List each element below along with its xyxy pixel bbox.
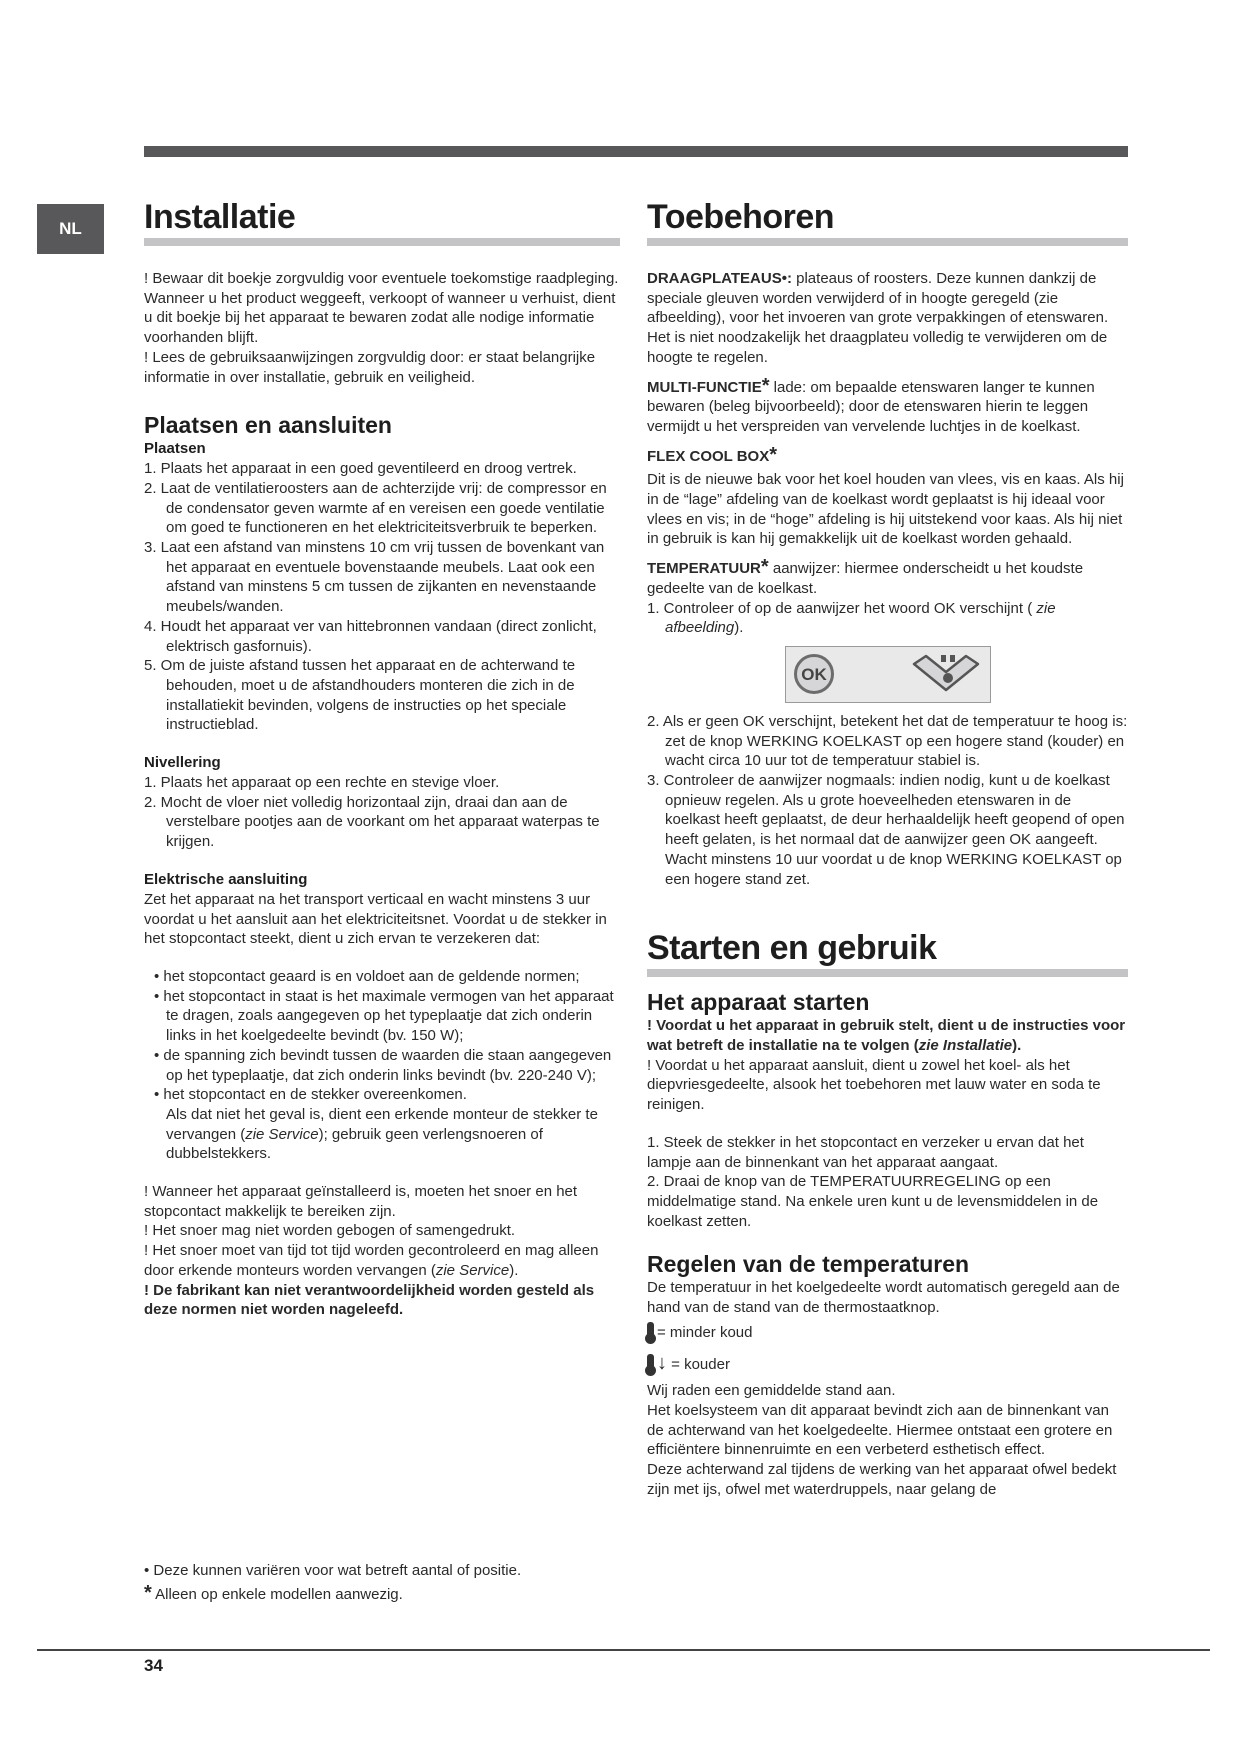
bullet-followup: Als dat niet het geval is, dient een erkende monteur de stekker te vervangen (zie Service); gebruik geen verlengsnoeren of dubbelstekkers. [166,1105,598,1163]
figure-reference: zie afbeelding [665,599,1056,637]
advice-text: Wij raden een gemiddelde stand aan. [647,1382,896,1400]
section-placing-title: Plaatsen en aansluiten [144,412,392,439]
shelves-paragraph: DRAAGPLATEAUS•: plateaus of roosters. Deze kunnen dankzij de speciale gleuven worden verwijderd of in hoogte geregeld (zie afbeelding), voor het invoeren van grote verpakkingen of etenswaren. Het is niet noodzakelijk het draagplateu volledig te verwijderen om de hoogte te regelen. [647,270,1109,366]
system-text: Het koelsysteem van dit apparaat bevindt zich aan de binnenkant van de achterwand van het koelgedeelte. Hiermee ontstaat een grotere en efficiëntere binnenruimte en een verbeterd esthetisch effect. [647,1401,1113,1459]
electrical-text: Zet het apparaat na het transport verticaal en wacht minstens 3 uur voordat u het aansluit aan het elektriciteitsnet. Voordat u de stekker in het stopcontact steekt, dient u zich ervan te verzekeren dat: [144,890,607,948]
footnote-star: * Alleen op enkele modellen aanwezig. [144,1582,403,1604]
placing-list [144,459,620,735]
installation-title: Installatie [144,198,296,236]
temperature-indicator-paragraph: TEMPERATUUR* aanwijzer: hiermee onderscheidt u het koudste gedeelte van de koelkast. [647,556,1084,597]
warning-2: ! Het snoer mag niet worden gebogen of samengedrukt. [144,1222,516,1240]
title-underline [647,238,1128,246]
start-use-title: Starten en gebruik [647,929,937,968]
leveling-list [144,773,620,852]
service-reference: zie Service [245,1125,319,1143]
intro-paragraph-2: ! Lees de gebruiksaanwijzingen zorgvuldig door: er staat belangrijke informatie in over installatie, gebruik en veiligheid. [144,348,596,386]
page-number: 34 [144,1656,163,1675]
thermometer-icon [647,1322,654,1340]
start-cleaning-text: ! Voordat u het apparaat aansluit, dient u zowel het koel- als het diepvriesgedeelte, alsook het toebehoren met lauw water en soda te reinigen. [647,1056,1101,1114]
less-cold-legend: = minder koud [647,1322,1128,1343]
warning-4: ! De fabrikant kan niet verantwoordelijkheid worden gesteld als deze normen niet worden nageleefd. [144,1281,595,1319]
back-wall-text: Deze achterwand zal tijdens de werking van het apparaat ofwel bedekt zijn met ijs, ofwel met waterdruppels, naar gelang de [647,1460,1117,1498]
sub-leveling: Nivellering [144,754,221,772]
installation-column [144,196,620,1320]
sub-start-appliance: Het apparaat starten [647,989,870,1016]
list-item: • het stopcontact in staat is het maximale vermogen van het apparaat te dragen, zoals aangegeven op het typeplaatje dat zich onderin links in het koelgedeelte bevindt (bv. 150 W); [154,987,614,1045]
thermometer-icon [647,1354,654,1372]
intro-paragraph-1: ! Bewaar dit boekje zorgvuldig voor eventuele toekomstige raadpleging. Wanneer u het product weggeeft, verkoopt of wanneer u verhuist, dient u dit boekje bij het apparaat te bewaren zodat alle nodige informatie voorhanden blijft. [144,270,619,347]
sub-electrical: Elektrische aansluiting [144,870,308,888]
sub-placing: Plaatsen [144,440,206,458]
list-item: 1. Plaats het apparaat op een rechte en stevige vloer. [144,774,500,792]
start-step-1: 1. Steek de stekker in het stopcontact en verzeker u ervan dat het lampje aan de binnenkant van het apparaat aangaat. [647,1133,1084,1171]
list-item: 2. Mocht de vloer niet volledig horizontaal zijn, draai dan aan de verstelbare pootjes aan de voorkant om het apparaat waterpas te krijgen. [144,793,600,851]
temp-step-1: 1. Controleer of op de aanwijzer het woord OK verschijnt ( zie afbeelding). [647,599,1056,637]
accessories-column [647,196,1128,1499]
footnote-bullet: • Deze kunnen variëren voor wat betreft aantal of positie. [144,1562,522,1579]
list-item: 1. Plaats het apparaat in een goed geventileerd en droog vertrek. [144,460,577,478]
list-item: • het stopcontact en de stekker overeenkomen. [154,1086,467,1104]
list-item: • de spanning zich bevindt tussen de waarden die staan aangegeven op het typeplaatje, dat zich onderin links bevindt (bv. 220-240 V); [154,1046,612,1084]
title-underline [647,969,1128,977]
flex-cool-box-heading: FLEX COOL BOX* [647,443,778,466]
temp-step-3: 3. Controleer de aanwijzer nogmaals: indien nodig, kunt u de koelkast opnieuw regelen. Als u grote hoeveelheden etenswaren in de koelkast heeft geplaatst, de deur herhaaldelijk heeft geopend of open heeft gelaten, is het normaal dat de aanwijzer geen OK aangeeft. Wacht minstens 10 uur voordat u de knop WERKING KOELKAST op een hogere stand zet. [647,772,1125,888]
list-item: • het stopcontact geaard is en voldoet aan de geldende normen; [154,967,580,985]
accessories-title: Toebehoren [647,198,835,236]
temperature-indicator-figure [785,646,991,703]
warning-1: ! Wanneer het apparaat geïnstalleerd is, moeten het snoer en het stopcontact makkelijk te bereiken zijn. [144,1183,578,1220]
multi-function-paragraph: MULTI-FUNCTIE* lade: om bepaalde etenswaren langer te kunnen bewaren (beleg bijvoorbeeld); door de etenswaren hierin te leggen vermijdt u het verspreiden van vervelende luchtjes in de koelkast. [647,374,1095,435]
colder-legend: ↓ = kouder [647,1354,1128,1375]
snowflake-drop-icon [910,650,982,698]
list-item: 4. Houdt het apparaat ver van hittebronnen vandaan (direct zonlicht, elektrisch gasfornuis). [144,617,597,655]
electrical-bullets [144,967,620,1105]
list-item: 3. Laat een afstand van minstens 10 cm vrij tussen de bovenkant van het apparaat en eventuele bovenstaande meubels. Laat ook een afstand van minstens 5 cm tussen de zijkanten en nevenstaande meubels/wanden. [144,539,605,616]
top-header-bar [144,146,1128,157]
list-item: 5. Om de juiste afstand tussen het apparaat en de achterwand te behouden, moet u de afstandhouders monteren die zich in de installatiekit bevinden, volgens de instructies op het speciale instructieblad. [144,657,576,734]
temp-step-2: 2. Als er geen OK verschijnt, betekent het dat de temperatuur te hoog is: zet de knop WERKING KOELKAST op een hogere stand (kouder) en wacht circa 10 uur tot de temperatuur stabiel is. [647,712,1128,770]
sub-temperature-regulation: Regelen van de temperaturen [647,1251,970,1278]
installation-reference: zie Installatie [918,1036,1013,1054]
footnotes [144,1559,620,1606]
down-arrow-icon: ↓ [657,1352,667,1375]
title-underline [144,238,620,246]
flex-cool-box-text: Dit is de nieuwe bak voor het koel houden van vlees, vis en kaas. Als hij in de “lage” afdeling van de koelkast wordt geplaatst is hij ideaal voor vlees en vis; in de “hoge” afdeling is hij uitstekend voor kaas. Als hij niet in gebruik is kan hij gemakkelijk uit de koelkast worden gehaald. [647,471,1124,548]
footer-rule [37,1649,1210,1651]
ok-indicator-icon: OK [794,654,834,694]
warning-3: ! Het snoer moet van tijd tot tijd worden gecontroleerd en mag alleen door erkende monteurs worden vervangen (zie Service). [144,1242,599,1279]
language-tab: NL [37,204,104,254]
service-reference: zie Service [435,1261,510,1279]
start-warning: ! Voordat u het apparaat in gebruik stelt, dient u de instructies voor wat betreft de installatie na te volgen (zie Installatie). [647,1017,1126,1054]
start-step-2: 2. Draai de knop van de TEMPERATUURREGELING op een middelmatige stand. Na enkele uren kunt u de levensmiddelen in de koelkast zetten. [647,1173,1099,1230]
list-item: 2. Laat de ventilatieroosters aan de achterzijde vrij: de compressor en de condensator geven warmte af en vereisen een goede ventilatie om goed te functioneren en het elektriciteitsverbruik te beperken. [144,479,607,537]
regulation-text: De temperatuur in het koelgedeelte wordt automatisch geregeld aan de hand van de stand van de thermostaatknop. [647,1279,1120,1317]
